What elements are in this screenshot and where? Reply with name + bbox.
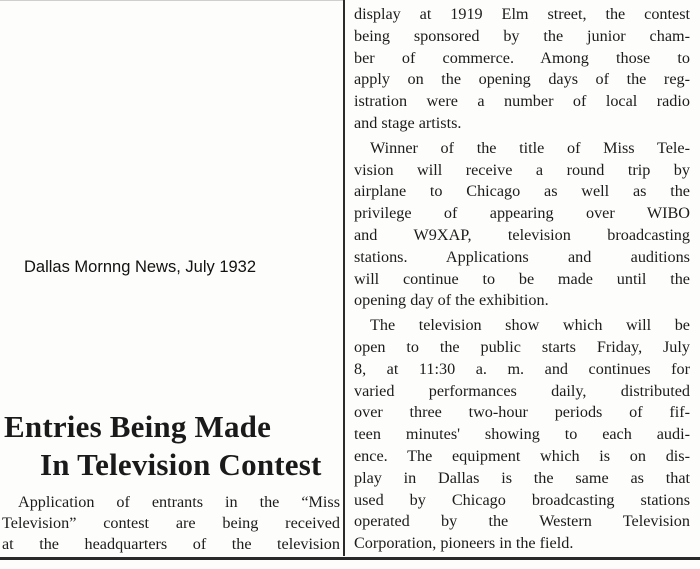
article-right-column xyxy=(354,4,690,558)
article-line: ence. The equipment which is on dis- xyxy=(354,446,690,465)
article-line: opening day of the exhibition. xyxy=(354,291,549,310)
article-line: operated by the Western Television xyxy=(354,512,690,531)
article-line: and stage artists. xyxy=(354,113,462,132)
article-line: and W9XAP, television broadcasting xyxy=(354,225,690,244)
article-paragraph xyxy=(354,315,690,555)
article-line: apply on the opening days of the reg- xyxy=(354,70,690,89)
article-line: Television” contest are being received xyxy=(2,514,340,532)
article-line: display at 1919 Elm street, the contest xyxy=(354,5,690,23)
article-line: at the headquarters of the television xyxy=(2,535,340,553)
top-rule xyxy=(0,0,343,1)
article-paragraph xyxy=(354,4,690,135)
headline-line-1: Entries Being Made xyxy=(4,409,272,444)
article-line: Winner of the title of Miss Tele- xyxy=(370,138,690,157)
article-line: teen minutes' showing to each audi- xyxy=(354,425,690,444)
article-line: istration were a number of local radio xyxy=(354,92,690,111)
article-line: 8, at 11:30 a. m. and continues for xyxy=(354,359,690,378)
article-line: play in Dallas is the same as that xyxy=(354,468,690,487)
article-line: Corporation, pioneers in the field. xyxy=(354,534,574,553)
article-paragraph xyxy=(354,138,690,312)
article-line: ber of commerce. Among those to xyxy=(354,48,690,67)
column-divider xyxy=(343,0,345,556)
article-line: stations. Applications and auditions xyxy=(354,247,690,266)
article-line: open to the public starts Friday, July xyxy=(354,337,690,356)
article-line: being sponsored by the junior cham- xyxy=(354,26,690,45)
article-line: over three two-hour periods of fif- xyxy=(354,403,690,422)
article-line: used by Chicago broadcasting stations xyxy=(354,490,690,509)
headline-line-2: In Television Contest xyxy=(40,447,322,482)
article-line: The television show which will be xyxy=(370,316,690,335)
article-left-column xyxy=(2,492,340,555)
article-line: varied performances daily, distributed xyxy=(354,381,690,400)
article-line: vision will receive a round trip by xyxy=(354,160,690,179)
article-line: airplane to Chicago as well as the xyxy=(354,182,690,201)
article-line: will continue to be made until the xyxy=(354,269,690,288)
article-line: Application of entrants in the “Miss xyxy=(18,493,340,511)
article-line: privilege of appearing over WIBO xyxy=(354,204,690,223)
clipping-caption: Dallas Mornng News, July 1932 xyxy=(24,258,257,276)
